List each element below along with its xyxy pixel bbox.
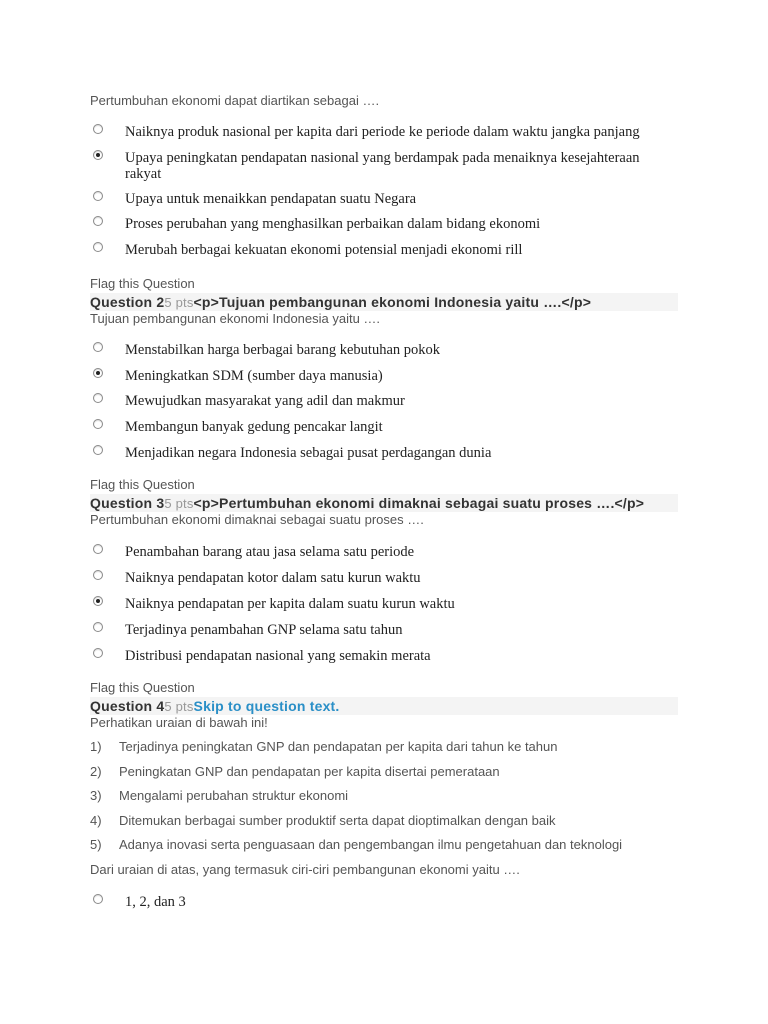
option-label: Naiknya pendapatan kotor dalam satu kurun waktu: [125, 570, 421, 586]
radio-button[interactable]: [93, 544, 103, 554]
flag-question-link[interactable]: Flag this Question: [90, 276, 195, 291]
option-label: Naiknya produk nasional per kapita dari periode ke periode dalam waktu jangka panjang: [125, 124, 640, 140]
radio-button[interactable]: [93, 150, 103, 160]
option[interactable]: [90, 242, 678, 268]
option-label: Naiknya pendapatan per kapita dalam suatu kurun waktu: [125, 596, 455, 612]
radio-button[interactable]: [93, 894, 103, 904]
option-label: Menjadikan negara Indonesia sebagai pusat perdagangan dunia: [125, 445, 492, 461]
radio-button[interactable]: [93, 596, 103, 606]
radio-button[interactable]: [93, 445, 103, 455]
radio-button[interactable]: [93, 419, 103, 429]
option-label: Meningkatkan SDM (sumber daya manusia): [125, 368, 383, 384]
option[interactable]: [90, 648, 678, 674]
question-2: [90, 276, 678, 471]
question-1-options: [90, 124, 678, 268]
radio-button[interactable]: [93, 124, 103, 134]
option[interactable]: [90, 544, 678, 570]
question-3-options: [90, 544, 678, 674]
question-points: 5 pts: [164, 699, 194, 714]
question-2-header: [90, 293, 678, 311]
list-text: Adanya inovasi serta penguasaan dan pengembangan ilmu pengetahuan dan teknologi: [119, 837, 623, 852]
option[interactable]: [90, 342, 678, 368]
question-2-text: Tujuan pembangunan ekonomi Indonesia yaitu ….: [90, 311, 381, 326]
list-item: [90, 739, 678, 764]
flag-question-link[interactable]: Flag this Question: [90, 680, 195, 695]
option-label: Membangun banyak gedung pencakar langit: [125, 419, 383, 435]
radio-button[interactable]: [93, 622, 103, 632]
option-label: Proses perubahan yang menghasilkan perbaikan dalam bidang ekonomi: [125, 216, 541, 232]
option-label: 1, 2, dan 3: [125, 894, 186, 910]
question-4-intro: Perhatikan uraian di bawah ini!: [90, 715, 268, 730]
list-number: 4): [90, 813, 102, 828]
option[interactable]: [90, 419, 678, 445]
question-points: 5 pts: [164, 295, 194, 310]
radio-button[interactable]: [93, 368, 103, 378]
option[interactable]: [90, 368, 678, 393]
option-label: Upaya peningkatan pendapatan nasional yang berdampak pada menaiknya kesejahteraan rakyat: [125, 150, 640, 182]
radio-button[interactable]: [93, 342, 103, 352]
radio-button[interactable]: [93, 191, 103, 201]
list-number: 2): [90, 764, 102, 779]
question-number: Question 3: [90, 495, 165, 511]
question-header-text: <p>Tujuan pembangunan ekonomi Indonesia yaitu ….</p>: [193, 294, 592, 310]
radio-button[interactable]: [93, 216, 103, 226]
list-item: [90, 764, 678, 788]
option[interactable]: [90, 216, 678, 242]
option[interactable]: [90, 393, 678, 419]
radio-button[interactable]: [93, 242, 103, 252]
question-4-list: [90, 739, 678, 862]
question-2-options: [90, 342, 678, 471]
list-number: 1): [90, 739, 102, 754]
option[interactable]: [90, 622, 678, 648]
list-number: 5): [90, 837, 102, 852]
question-3: [90, 477, 678, 674]
question-points: 5 pts: [164, 496, 194, 511]
option-label: Merubah berbagai kekuatan ekonomi potensial menjadi ekonomi rill: [125, 242, 523, 258]
option-label: Terjadinya penambahan GNP selama satu tahun: [125, 622, 403, 638]
option[interactable]: [90, 445, 678, 471]
list-text: Terjadinya peningkatan GNP dan pendapatan per kapita dari tahun ke tahun: [119, 739, 558, 754]
option[interactable]: [90, 191, 678, 216]
list-item: [90, 813, 678, 837]
option-label: Menstabilkan harga berbagai barang kebutuhan pokok: [125, 342, 441, 358]
list-text: Peningkatan GNP dan pendapatan per kapita disertai pemerataan: [119, 764, 500, 779]
question-4: [90, 680, 678, 920]
radio-button[interactable]: [93, 393, 103, 403]
skip-to-question-link[interactable]: Skip to question text.: [193, 698, 340, 714]
option-label: Upaya untuk menaikkan pendapatan suatu Negara: [125, 191, 417, 207]
list-number: 3): [90, 788, 102, 803]
list-text: Ditemukan berbagai sumber produktif serta dapat dioptimalkan dengan baik: [119, 813, 556, 828]
option[interactable]: [90, 150, 678, 191]
question-3-text: Pertumbuhan ekonomi dimaknai sebagai suatu proses ….: [90, 512, 424, 527]
question-4-header: [90, 697, 678, 715]
option-label: Distribusi pendapatan nasional yang semakin merata: [125, 648, 431, 664]
question-3-header: [90, 494, 678, 512]
question-1-text: Pertumbuhan ekonomi dapat diartikan sebagai ….: [90, 93, 380, 108]
radio-button[interactable]: [93, 570, 103, 580]
question-header-text: <p>Pertumbuhan ekonomi dimaknai sebagai suatu proses ….</p>: [193, 495, 645, 511]
option-label: Penambahan barang atau jasa selama satu periode: [125, 544, 415, 560]
radio-button[interactable]: [93, 648, 103, 658]
question-4-text: Dari uraian di atas, yang termasuk ciri-ciri pembangunan ekonomi yaitu ….: [90, 862, 520, 877]
question-1: [90, 93, 678, 268]
question-number: Question 2: [90, 294, 165, 310]
option[interactable]: [90, 124, 678, 150]
option-label: Mewujudkan masyarakat yang adil dan makmur: [125, 393, 405, 409]
option[interactable]: [90, 570, 678, 596]
flag-question-link[interactable]: Flag this Question: [90, 477, 195, 492]
list-text: Mengalami perubahan struktur ekonomi: [119, 788, 349, 803]
option[interactable]: [90, 596, 678, 622]
list-item: [90, 837, 678, 862]
question-number: Question 4: [90, 698, 165, 714]
list-item: [90, 788, 678, 813]
option[interactable]: [90, 894, 678, 920]
question-4-options: [90, 894, 678, 920]
